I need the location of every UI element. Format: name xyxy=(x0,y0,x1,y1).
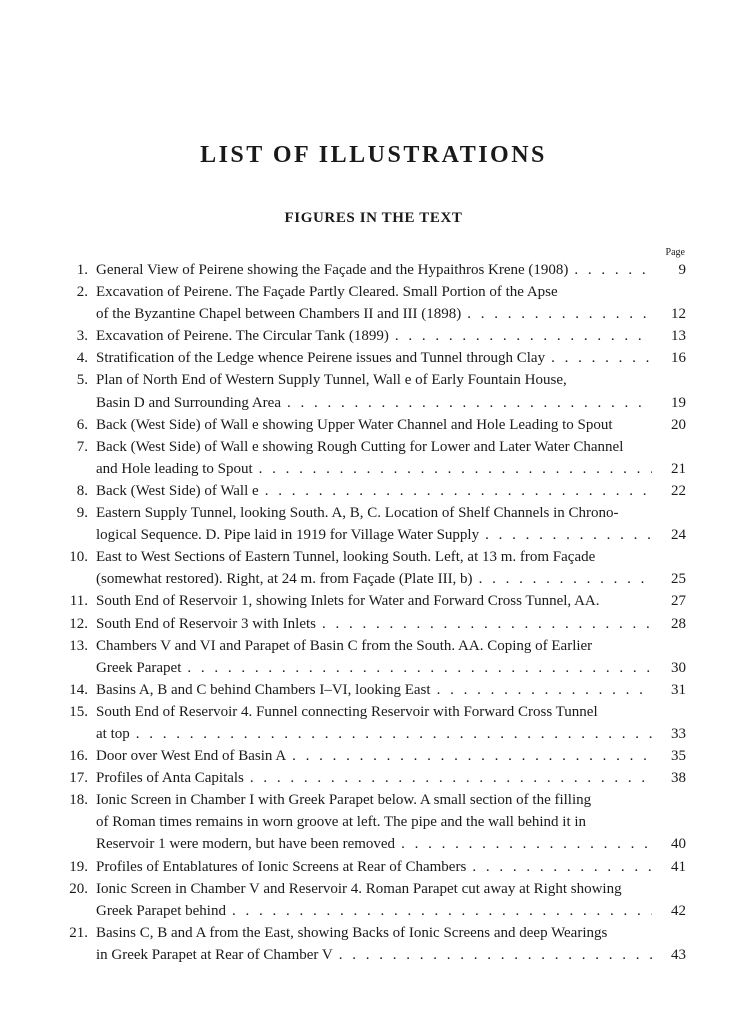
figure-entry[interactable] xyxy=(40,480,686,502)
figure-number: 15. xyxy=(69,703,88,720)
figure-number: 4. xyxy=(76,350,88,367)
section-subtitle: FIGURES IN THE TEXT xyxy=(284,210,463,226)
figure-caption-line: East to West Sections of Eastern Tunnel, looking South. Left, at 13 m. from Façade xyxy=(96,549,596,566)
figure-number: 12. xyxy=(69,615,88,632)
figure-entry[interactable] xyxy=(40,546,686,590)
figure-caption-line: Excavation of Peirene. The Façade Partly Cleared. Small Portion of the Apse xyxy=(96,284,558,301)
figure-entry[interactable] xyxy=(40,590,686,612)
dot-leader xyxy=(431,679,652,701)
figure-entry[interactable] xyxy=(40,745,686,767)
figure-caption-line: (somewhat restored). Right, at 24 m. from Façade (Plate III, b) xyxy=(96,571,473,588)
dot-leader xyxy=(389,325,652,347)
dot-leader xyxy=(473,568,652,590)
figure-caption-line: logical Sequence. D. Pipe laid in 1919 for Village Water Supply xyxy=(96,527,480,544)
page-number[interactable]: 35 xyxy=(671,748,686,765)
figure-number: 5. xyxy=(76,372,88,389)
figure-caption-line: Ionic Screen in Chamber V and Reservoir 4. Roman Parapet cut away at Right showing xyxy=(96,880,622,897)
page-number[interactable]: 33 xyxy=(671,725,686,742)
figure-caption-line: Eastern Supply Tunnel, looking South. A, B, C. Location of Shelf Channels in Chrono- xyxy=(96,505,619,522)
page-number[interactable]: 19 xyxy=(671,394,686,411)
page-number[interactable]: 21 xyxy=(671,460,686,477)
figure-caption-line: Profiles of Anta Capitals xyxy=(96,770,244,787)
figure-entry[interactable] xyxy=(40,436,686,480)
figure-caption-line: Door over West End of Basin A xyxy=(96,748,287,765)
figure-caption-line: Excavation of Peirene. The Circular Tank (1899) xyxy=(96,328,389,345)
page-number[interactable]: 9 xyxy=(678,262,686,278)
figure-caption-line: Back (West Side) of Wall e xyxy=(96,482,259,499)
page-number[interactable]: 42 xyxy=(671,902,686,919)
figure-caption xyxy=(96,878,686,922)
dot-leader xyxy=(466,856,652,878)
page-number[interactable]: 12 xyxy=(671,306,686,323)
page-number[interactable]: 20 xyxy=(671,416,686,433)
figure-caption xyxy=(96,480,686,502)
figure-number: 3. xyxy=(76,328,88,345)
page-number[interactable]: 13 xyxy=(671,328,686,345)
figure-caption xyxy=(96,325,686,347)
figure-caption-line: Stratification of the Ledge whence Peirene issues and Tunnel through Clay xyxy=(96,350,546,367)
figure-number: 2. xyxy=(76,284,88,301)
dot-leader xyxy=(259,480,652,502)
page-number[interactable]: 38 xyxy=(671,770,686,787)
page-number[interactable]: 41 xyxy=(671,858,686,875)
figure-number: 7. xyxy=(76,438,88,455)
figure-entry[interactable] xyxy=(40,414,686,436)
figure-entry[interactable] xyxy=(40,613,686,635)
figure-entry[interactable] xyxy=(40,635,686,679)
figure-number: 6. xyxy=(76,416,88,433)
figure-entry[interactable] xyxy=(40,856,686,878)
figure-caption xyxy=(96,281,686,325)
figure-number: 18. xyxy=(69,792,88,809)
figure-caption-line: of Roman times remains in worn groove at left. The pipe and the wall behind it in xyxy=(96,814,587,831)
page-number[interactable]: 24 xyxy=(671,527,686,544)
figure-number: 11. xyxy=(69,593,88,610)
figure-number: 19. xyxy=(69,858,88,875)
figure-caption-line: in Greek Parapet at Rear of Chamber V xyxy=(96,946,333,963)
figure-number: 8. xyxy=(76,482,88,499)
figure-caption-line: South End of Reservoir 3 with Inlets xyxy=(96,615,316,632)
page-number[interactable]: 16 xyxy=(671,350,686,367)
figure-caption xyxy=(96,635,686,679)
figure-caption xyxy=(96,414,686,436)
figure-caption xyxy=(96,546,686,590)
figure-entry[interactable] xyxy=(40,878,686,922)
figure-caption xyxy=(96,767,686,789)
dot-leader xyxy=(253,458,652,480)
figure-caption-line: Basins A, B and C behind Chambers I–VI, looking East xyxy=(96,681,431,698)
dot-leader xyxy=(316,613,652,635)
page-column-heading: Page xyxy=(665,247,685,258)
figure-number: 16. xyxy=(69,748,88,765)
figure-number: 20. xyxy=(69,880,88,897)
figure-caption-line: South End of Reservoir 1, showing Inlets for Water and Forward Cross Tunnel, AA. xyxy=(96,593,600,610)
dot-leader xyxy=(545,347,652,369)
figure-caption xyxy=(96,701,686,745)
dot-leader xyxy=(568,259,652,281)
figure-caption xyxy=(96,613,686,635)
page-number[interactable]: 22 xyxy=(671,482,686,499)
figure-entry[interactable] xyxy=(40,369,686,413)
figure-entry[interactable] xyxy=(40,325,686,347)
figure-caption-line: Plan of North End of Western Supply Tunnel, Wall e of Early Fountain House, xyxy=(96,372,567,389)
page-number[interactable]: 31 xyxy=(671,681,686,698)
figure-caption xyxy=(96,369,686,413)
figure-caption xyxy=(96,347,686,369)
figure-caption-line: of the Byzantine Chapel between Chambers II and III (1898) xyxy=(96,306,462,323)
figure-entry[interactable] xyxy=(40,922,686,966)
figure-caption-line: General View of Peirene showing the Façade and the Hypaithros Krene (1908) xyxy=(96,262,569,278)
dot-leader xyxy=(286,745,652,767)
dot-leader xyxy=(181,657,652,679)
figure-caption xyxy=(96,745,686,767)
page-number[interactable]: 25 xyxy=(671,571,686,588)
page-title: LIST OF ILLUSTRATIONS xyxy=(200,142,547,168)
figure-number: 17. xyxy=(69,770,88,787)
figure-entry[interactable] xyxy=(40,679,686,701)
figure-entry[interactable] xyxy=(40,281,686,325)
figure-caption-line: Basin D and Surrounding Area xyxy=(96,394,281,411)
figure-caption xyxy=(96,856,686,878)
dot-leader xyxy=(281,392,652,414)
dot-leader xyxy=(395,833,652,855)
figure-caption-line: Profiles of Entablatures of Ionic Screens at Rear of Chambers xyxy=(96,858,467,875)
dot-leader xyxy=(461,303,652,325)
dot-leader xyxy=(244,767,652,789)
figure-caption-line: Greek Parapet xyxy=(96,659,182,676)
figure-list xyxy=(40,259,686,966)
figure-number: 1. xyxy=(76,262,88,278)
figure-caption-line: and Hole leading to Spout xyxy=(96,460,253,477)
figure-number: 9. xyxy=(76,505,88,522)
figure-caption xyxy=(96,590,686,612)
dot-leader xyxy=(333,944,652,966)
figure-caption-line: Greek Parapet behind xyxy=(96,902,226,919)
page-number[interactable]: 28 xyxy=(671,615,686,632)
figure-entry[interactable] xyxy=(40,347,686,369)
figure-caption-line: South End of Reservoir 4. Funnel connecting Reservoir with Forward Cross Tunnel xyxy=(96,703,598,720)
figure-caption xyxy=(96,789,686,855)
page-number[interactable]: 30 xyxy=(671,659,686,676)
figure-number: 21. xyxy=(69,924,88,941)
figure-number: 13. xyxy=(69,637,88,654)
figure-caption-line: Ionic Screen in Chamber I with Greek Parapet below. A small section of the filling xyxy=(96,792,592,809)
figure-caption xyxy=(96,259,686,281)
figure-caption xyxy=(96,436,686,480)
figure-number: 10. xyxy=(69,549,88,566)
figure-caption-line: Basins C, B and A from the East, showing Backs of Ionic Screens and deep Wearings xyxy=(96,924,608,941)
figure-caption-line: Back (West Side) of Wall e showing Upper Water Channel and Hole Leading to Spout xyxy=(96,416,613,433)
page-number[interactable]: 43 xyxy=(671,946,686,963)
figure-caption-line: at top xyxy=(96,725,130,742)
figure-caption xyxy=(96,679,686,701)
dot-leader xyxy=(130,723,652,745)
figure-entry[interactable] xyxy=(40,701,686,745)
page-number[interactable]: 27 xyxy=(671,593,686,610)
figure-entry[interactable] xyxy=(40,259,686,281)
figure-entry[interactable] xyxy=(40,767,686,789)
figure-entry[interactable] xyxy=(40,789,686,855)
dot-leader xyxy=(226,900,652,922)
figure-caption xyxy=(96,502,686,546)
figure-entry[interactable] xyxy=(40,502,686,546)
figure-caption-line: Back (West Side) of Wall e showing Rough Cutting for Lower and Later Water Channel xyxy=(96,438,624,455)
dot-leader xyxy=(479,524,652,546)
page-number[interactable]: 40 xyxy=(671,836,686,853)
figure-caption-line: Chambers V and VI and Parapet of Basin C from the South. AA. Coping of Earlier xyxy=(96,637,593,654)
figure-caption-line: Reservoir 1 were modern, but have been removed xyxy=(96,836,396,853)
figure-number: 14. xyxy=(69,681,88,698)
figure-caption xyxy=(96,922,686,966)
